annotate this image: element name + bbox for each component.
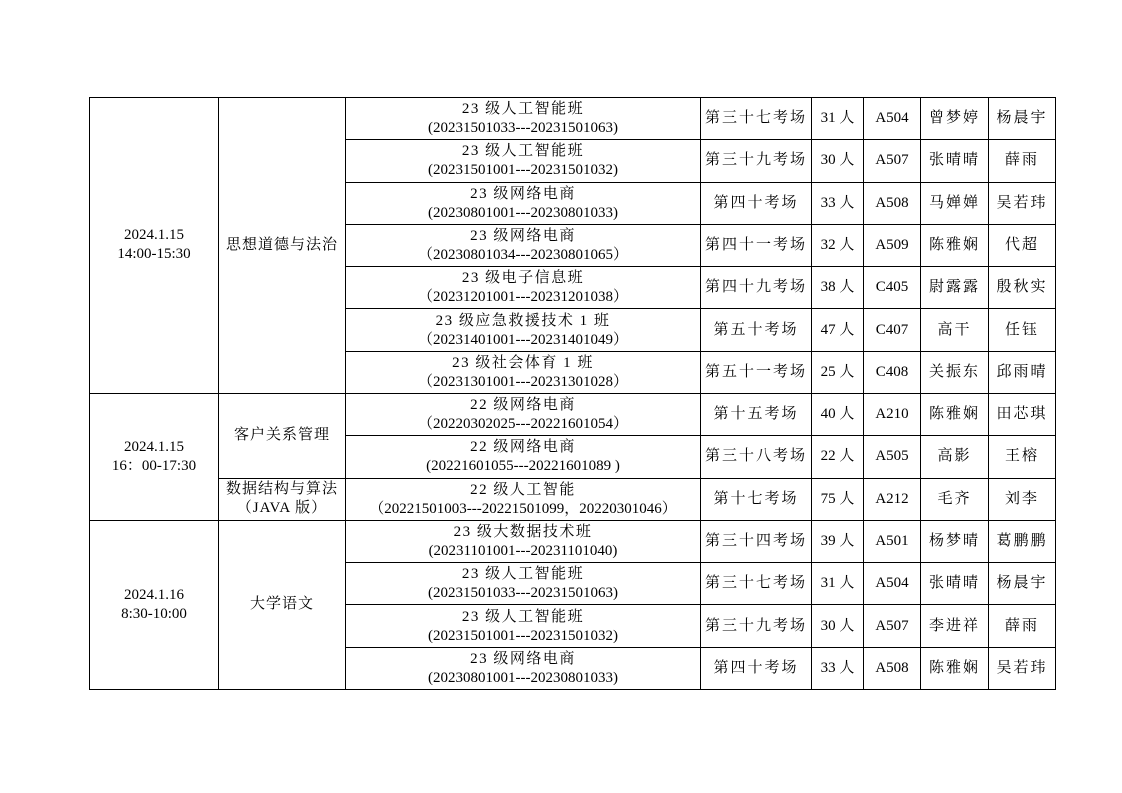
table-row — [90, 520, 1056, 562]
date-cell — [90, 393, 219, 520]
exam-room-cell: 第四十考场 — [701, 647, 812, 689]
invigilator2-cell: 王榕 — [989, 436, 1056, 478]
invigilator1-cell: 尉露露 — [921, 267, 989, 309]
subject-text: 大学语文 — [249, 596, 314, 613]
class-name: 22 级人工智能 — [470, 481, 576, 498]
date-cell — [90, 520, 219, 689]
class-id-range: (20231101001---20231101040) — [428, 542, 618, 559]
student-count-cell: 75 人 — [812, 478, 864, 520]
class-cell — [346, 98, 701, 140]
class-name: 23 级网络电商 — [470, 650, 576, 667]
date-text: 2024.1.16 — [124, 586, 184, 603]
class-name: 23 级人工智能班 — [461, 608, 585, 625]
subject-cell — [219, 393, 346, 478]
exam-room-cell: 第十五考场 — [701, 393, 812, 435]
class-cell — [346, 224, 701, 266]
subject-text-line2: （JAVA 版） — [236, 500, 328, 517]
room-number-cell: C405 — [864, 267, 921, 309]
date-cell — [90, 98, 219, 394]
class-name: 22 级网络电商 — [470, 439, 576, 456]
table-row — [90, 393, 1056, 435]
student-count-cell: 38 人 — [812, 267, 864, 309]
room-number-cell: A508 — [864, 647, 921, 689]
class-id-range: （20220302025---20221601054） — [418, 416, 628, 433]
class-name: 22 级网络电商 — [470, 397, 576, 414]
class-name: 23 级人工智能班 — [461, 143, 585, 160]
subject-cell — [219, 478, 346, 520]
invigilator2-cell: 薛雨 — [989, 140, 1056, 182]
class-id-range: （20231401001---20231401049） — [418, 331, 628, 348]
exam-room-cell: 第五十一考场 — [701, 351, 812, 393]
invigilator1-cell: 杨梦晴 — [921, 520, 989, 562]
class-id-range: (20230801001---20230801033) — [428, 204, 618, 221]
exam-room-cell: 第十七考场 — [701, 478, 812, 520]
time-text: 8:30-10:00 — [121, 605, 187, 622]
class-name: 23 级人工智能班 — [461, 566, 585, 583]
class-id-range: （20231201001---20231201038） — [418, 289, 628, 306]
date-text: 2024.1.15 — [124, 227, 184, 244]
room-number-cell: A212 — [864, 478, 921, 520]
student-count-cell: 25 人 — [812, 351, 864, 393]
invigilator2-cell: 任钰 — [989, 309, 1056, 351]
invigilator1-cell: 曾梦婷 — [921, 98, 989, 140]
room-number-cell: A210 — [864, 393, 921, 435]
invigilator2-cell: 葛鹏鹏 — [989, 520, 1056, 562]
time-text: 14:00-15:30 — [117, 246, 191, 263]
class-cell — [346, 140, 701, 182]
invigilator2-cell: 殷秋实 — [989, 267, 1056, 309]
invigilator2-cell: 田芯琪 — [989, 393, 1056, 435]
class-cell — [346, 520, 701, 562]
invigilator2-cell: 刘李 — [989, 478, 1056, 520]
class-name: 23 级网络电商 — [470, 227, 576, 244]
class-id-range: （20221501003---20221501099，20220301046） — [369, 500, 677, 517]
room-number-cell: A509 — [864, 224, 921, 266]
invigilator1-cell: 马婵婵 — [921, 182, 989, 224]
exam-room-cell: 第四十考场 — [701, 182, 812, 224]
room-number-cell: C407 — [864, 309, 921, 351]
invigilator1-cell: 张晴晴 — [921, 563, 989, 605]
room-number-cell: A507 — [864, 605, 921, 647]
invigilator1-cell: 陈雅娴 — [921, 224, 989, 266]
student-count-cell: 33 人 — [812, 182, 864, 224]
invigilator2-cell: 吴若玮 — [989, 647, 1056, 689]
exam-room-cell: 第五十考场 — [701, 309, 812, 351]
room-number-cell: A501 — [864, 520, 921, 562]
time-text: 16：00-17:30 — [111, 457, 197, 474]
invigilator1-cell: 陈雅娴 — [921, 393, 989, 435]
exam-room-cell: 第三十四考场 — [701, 520, 812, 562]
class-cell — [346, 182, 701, 224]
invigilator1-cell: 毛齐 — [921, 478, 989, 520]
class-cell — [346, 647, 701, 689]
invigilator2-cell: 邱雨晴 — [989, 351, 1056, 393]
class-cell — [346, 393, 701, 435]
exam-room-cell: 第三十七考场 — [701, 98, 812, 140]
class-cell — [346, 309, 701, 351]
class-cell — [346, 436, 701, 478]
exam-room-cell: 第四十一考场 — [701, 224, 812, 266]
class-cell — [346, 267, 701, 309]
student-count-cell: 33 人 — [812, 647, 864, 689]
class-id-range: （20231301001---20231301028） — [418, 373, 628, 390]
class-name: 23 级应急救援技术 1 班 — [435, 312, 611, 329]
invigilator2-cell: 吴若玮 — [989, 182, 1056, 224]
class-id-range: (20221601055---20221601089 ) — [426, 458, 620, 475]
student-count-cell: 22 人 — [812, 436, 864, 478]
invigilator2-cell: 杨晨宇 — [989, 98, 1056, 140]
invigilator1-cell: 高影 — [921, 436, 989, 478]
class-id-range: (20231501001---20231501032) — [428, 162, 618, 179]
invigilator2-cell: 代超 — [989, 224, 1056, 266]
exam-room-cell: 第三十九考场 — [701, 605, 812, 647]
exam-room-cell: 第四十九考场 — [701, 267, 812, 309]
class-cell — [346, 605, 701, 647]
room-number-cell: A504 — [864, 98, 921, 140]
room-number-cell: A507 — [864, 140, 921, 182]
class-id-range: (20230801001---20230801033) — [428, 669, 618, 686]
exam-room-cell: 第三十八考场 — [701, 436, 812, 478]
student-count-cell: 47 人 — [812, 309, 864, 351]
subject-text: 思想道德与法治 — [225, 236, 338, 253]
class-name: 23 级网络电商 — [470, 185, 576, 202]
subject-text: 客户关系管理 — [233, 427, 330, 444]
room-number-cell: C408 — [864, 351, 921, 393]
class-name: 23 级电子信息班 — [461, 270, 585, 287]
subject-text: 数据结构与算法 — [225, 481, 338, 498]
subject-cell — [219, 98, 346, 394]
class-id-range: (20231501001---20231501032) — [428, 627, 618, 644]
table-row — [90, 98, 1056, 140]
class-cell — [346, 478, 701, 520]
student-count-cell: 40 人 — [812, 393, 864, 435]
class-id-range: （20230801034---20230801065） — [418, 246, 628, 263]
class-name: 23 级社会体育 1 班 — [452, 354, 594, 371]
class-name: 23 级人工智能班 — [461, 101, 585, 118]
invigilator1-cell: 张晴晴 — [921, 140, 989, 182]
invigilator2-cell: 薛雨 — [989, 605, 1056, 647]
class-id-range: (20231501033---20231501063) — [428, 585, 618, 602]
student-count-cell: 30 人 — [812, 605, 864, 647]
invigilator1-cell: 关振东 — [921, 351, 989, 393]
invigilator1-cell: 陈雅娴 — [921, 647, 989, 689]
student-count-cell: 31 人 — [812, 563, 864, 605]
student-count-cell: 31 人 — [812, 98, 864, 140]
student-count-cell: 39 人 — [812, 520, 864, 562]
table-row — [90, 478, 1056, 520]
exam-schedule-table — [89, 97, 1056, 690]
class-id-range: (20231501033---20231501063) — [428, 120, 618, 137]
student-count-cell: 32 人 — [812, 224, 864, 266]
class-name: 23 级大数据技术班 — [453, 523, 593, 540]
date-text: 2024.1.15 — [124, 438, 184, 455]
room-number-cell: A508 — [864, 182, 921, 224]
invigilator2-cell: 杨晨宇 — [989, 563, 1056, 605]
invigilator1-cell: 高干 — [921, 309, 989, 351]
room-number-cell: A505 — [864, 436, 921, 478]
exam-room-cell: 第三十七考场 — [701, 563, 812, 605]
invigilator1-cell: 李进祥 — [921, 605, 989, 647]
exam-room-cell: 第三十九考场 — [701, 140, 812, 182]
subject-cell — [219, 520, 346, 689]
class-cell — [346, 351, 701, 393]
class-cell — [346, 563, 701, 605]
student-count-cell: 30 人 — [812, 140, 864, 182]
room-number-cell: A504 — [864, 563, 921, 605]
